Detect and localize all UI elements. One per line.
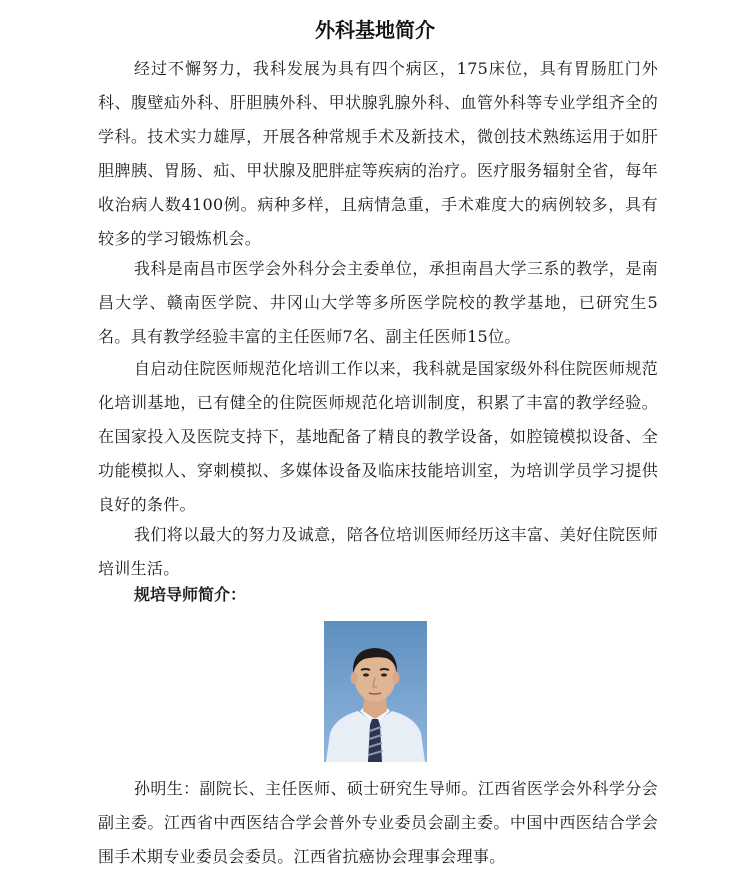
intro-paragraph-3: 自启动住院医师规范化培训工作以来，我科就是国家级外科住院医师规范化培训基地，已有健全的住院医师规范化培训制度，积累了丰富的教学经验。在国家投入及医院支持下，基地配备了精良的教学设备，如腔镜模拟设备、全功能模拟人、穿刺模拟、多媒体设备及临床技能培训室，为培训学员学习提供良好的条件。 (98, 359, 658, 514)
intro-paragraph-1: 经过不懈努力，我科发展为具有四个病区，175床位，具有胃肠肛门外科、腹壁疝外科、肝胆胰外科、甲状腺乳腺外科、血管外科等专业学组齐全的学科。技术实力雄厚，开展各种常规手术及新技术，微创技术熟练运用于如肝胆脾胰、胃肠、疝、甲状腺及肥胖症等疾病的治疗。医疗服务辐射全省，每年收治病人数4100例。病种多样，且病情急重，手术难度大的病例较多，具有较多的学习锻炼机会。 (98, 59, 658, 248)
portrait-illustration (324, 621, 427, 762)
tutor-photo (324, 621, 427, 762)
intro-paragraph-2: 我科是南昌市医学会外科分会主委单位，承担南昌大学三系的教学，是南昌大学、赣南医学院、井冈山大学等多所医学院校的教学基地，已研究生5名。具有教学经验丰富的主任医师7名、副主任医师15位。 (98, 259, 658, 346)
tutor-bio: 孙明生：副院长、主任医师、硕士研究生导师。江西省医学会外科学分会副主委。江西省中西医结合学会普外专业委员会副主委。中国中西医结合学会围手术期专业委员会委员。江西省抗癌协会理事会理事。 (98, 779, 658, 866)
tutor-heading: 规培导师简介： (134, 585, 247, 604)
page-title: 外科基地简介 (315, 18, 435, 42)
intro-paragraph-4: 我们将以最大的努力及诚意，陪各位培训医师经历这丰富、美好住院医师培训生活。 (98, 525, 658, 578)
